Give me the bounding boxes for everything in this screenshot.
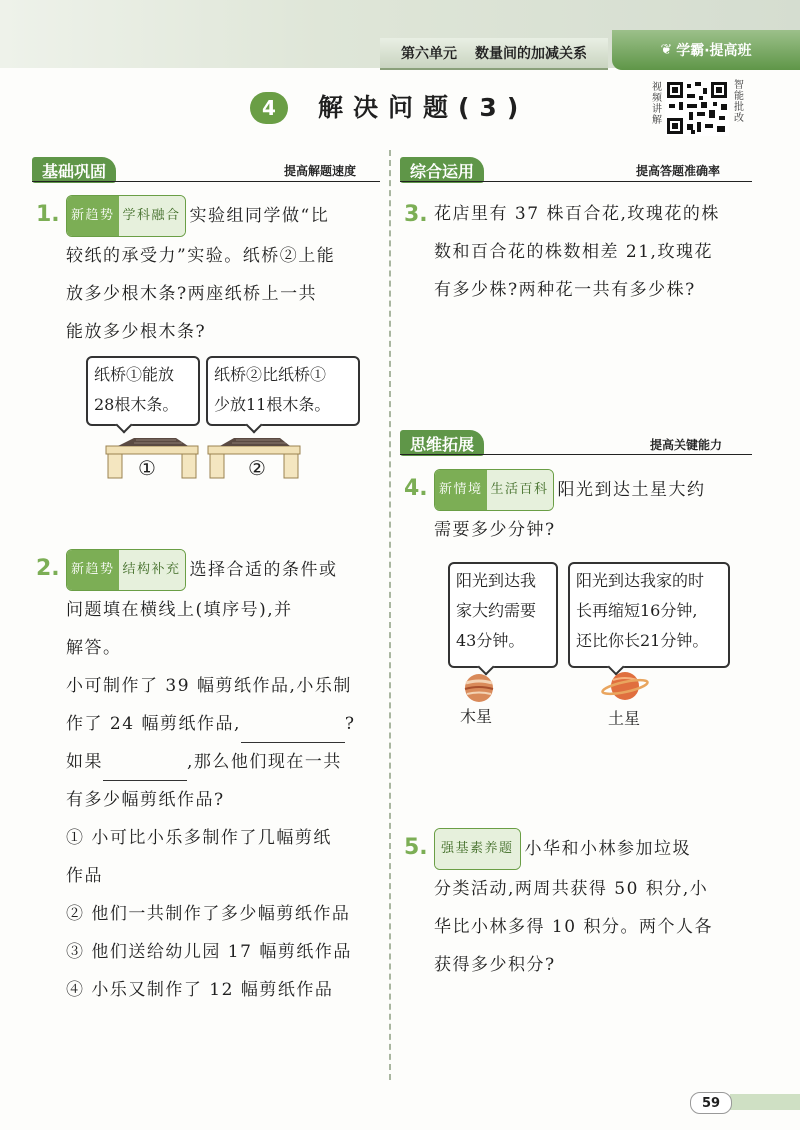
q2-option-2: ② 他们一共制作了多少幅剪纸作品 [66, 904, 351, 924]
jupiter-icon [462, 672, 496, 704]
q2-badge-a: 新趋势 [67, 550, 119, 590]
q1-bubble-1-line-2: 28根木条。 [94, 395, 179, 414]
q4-bubble-1 [448, 562, 558, 668]
brand-label: 学霸·提高班 [676, 43, 752, 59]
qr-code-icon [665, 80, 729, 136]
q2-option-1-cont: 作品 [66, 866, 103, 886]
q2-text [66, 549, 386, 1009]
q1-line-2: 较纸的承受力”实验。纸桥②上能 [66, 246, 336, 266]
bridge-2-label: ② [248, 456, 266, 480]
q1-bubble-1-line-1: 纸桥①能放 [94, 365, 175, 384]
q1-badge-a: 新趋势 [67, 196, 119, 236]
q4-bubble-1-line-3: 43分钟。 [456, 631, 525, 650]
q2-option-3: ③ 他们送给幼儿园 17 幅剪纸作品 [66, 942, 352, 962]
q2-stem-4: 有多少幅剪纸作品? [66, 790, 225, 810]
q2-blank-question[interactable] [241, 718, 345, 743]
qr-left-caption: 视频讲解 [652, 82, 662, 126]
q2-line-2: 问题填在横线上(填序号),并 [66, 600, 293, 620]
saturn-icon [600, 668, 650, 704]
q1-bubble-1 [86, 356, 200, 426]
q4-text [434, 469, 764, 549]
q4-line-1-text: 阳光到达土星大约 [557, 480, 706, 500]
q1-bubble-2-line-2: 少放11根木条。 [214, 395, 331, 414]
q5-line-1-text: 小华和小林参加垃圾 [524, 839, 692, 859]
q2-stem-2b: ? [344, 714, 356, 734]
q2-stem-3 [66, 743, 386, 781]
q5-line-2: 分类活动,两周共获得 50 积分,小 [434, 879, 709, 899]
q2-option-1: ① 小可比小乐多制作了几幅剪纸 [66, 828, 332, 848]
lesson-number-badge: 4 [250, 92, 288, 124]
q4-bubble-2-line-1: 阳光到达我家的时 [576, 571, 705, 590]
q4-line-1 [434, 469, 764, 511]
q2-stem-3a: 如果 [66, 752, 103, 772]
q2-number: 2. [36, 556, 60, 581]
unit-header [380, 38, 608, 70]
q1-text [66, 195, 386, 351]
q2-stem-2a: 作了 24 幅剪纸作品, [66, 714, 241, 734]
section-comprehensive-rule [400, 181, 752, 182]
q2-badge-b: 结构补充 [119, 550, 185, 590]
saturn-label: 土星 [608, 709, 641, 728]
q2-line-1 [66, 549, 386, 591]
section-basic-rule [32, 181, 380, 182]
q3-line-3: 有多少株?两种花一共有多少株? [434, 280, 696, 300]
section-thinking-label: 思维拓展 [400, 430, 484, 456]
paper-bridges-illustration [104, 432, 304, 482]
section-basic-subtitle: 提高解题速度 [284, 164, 357, 178]
q1-badge [66, 195, 186, 237]
qr-code[interactable] [665, 80, 729, 136]
q3-line-1: 花店里有 37 株百合花,玫瑰花的株 [434, 204, 720, 224]
section-comprehensive-label: 综合运用 [400, 157, 484, 183]
q1-line-1-text: 实验组同学做“比 [189, 206, 330, 226]
q4-bubble-2-line-3: 还比你长21分钟。 [576, 631, 709, 650]
qr-right-caption: 智能批改 [734, 80, 744, 124]
q2-badge [66, 549, 186, 591]
q4-bubble-1-line-1: 阳光到达我 [456, 571, 537, 590]
q2-stem-1: 小可制作了 39 幅剪纸作品,小乐制 [66, 676, 352, 696]
page-number: 59 [690, 1092, 732, 1114]
q3-line-2: 数和百合花的株数相差 21,玫瑰花 [434, 242, 713, 262]
q4-bubble-1-line-2: 家大约需要 [456, 601, 537, 620]
q4-bubble-2 [568, 562, 730, 668]
q5-badge-text: 强基素养题 [435, 829, 520, 869]
q5-line-4: 获得多少积分? [434, 955, 556, 975]
brand-header [612, 30, 800, 70]
q4-number: 4. [404, 476, 428, 501]
q1-line-4: 能放多少根木条? [66, 322, 207, 342]
leaf-icon: ❦ [660, 42, 673, 58]
q2-line-1-text: 选择合适的条件或 [189, 560, 338, 580]
q2-stem-2 [66, 705, 386, 743]
q5-line-1 [434, 828, 764, 870]
section-comprehensive-subtitle: 提高答题准确率 [636, 164, 721, 178]
q2-line-3: 解答。 [66, 638, 122, 658]
q2-stem-3b: ,那么他们现在一共 [187, 752, 342, 772]
q2-blank-condition[interactable] [103, 756, 187, 781]
q4-bubble-2-line-2: 长再缩短16分钟, [576, 601, 698, 620]
q1-bubble-2 [206, 356, 360, 426]
section-thinking-subtitle: 提高关键能力 [650, 438, 723, 452]
q5-badge [434, 828, 521, 870]
q1-badge-b: 学科融合 [119, 196, 185, 236]
q1-line-3: 放多少根木条?两座纸桥上一共 [66, 284, 318, 304]
q1-bubble-2-line-1: 纸桥②比纸桥① [214, 365, 327, 384]
q5-number: 5. [404, 835, 428, 860]
section-thinking-rule [400, 454, 752, 455]
q1-line-1 [66, 195, 386, 237]
q3-text [434, 195, 764, 309]
unit-topic: 数量间的加减关系 [475, 46, 587, 62]
q4-badge [434, 469, 554, 511]
q5-text [434, 828, 764, 984]
q4-line-2: 需要多少分钟? [434, 520, 556, 540]
jupiter-label: 木星 [460, 707, 493, 726]
column-divider [389, 150, 391, 1080]
bridge-1-label: ① [138, 456, 156, 480]
unit-label: 第六单元 [401, 46, 457, 62]
q1-number: 1. [36, 202, 60, 227]
q2-option-4: ④ 小乐又制作了 12 幅剪纸作品 [66, 980, 334, 1000]
footer-band [730, 1094, 800, 1110]
q4-badge-a: 新情境 [435, 470, 487, 510]
q4-badge-b: 生活百科 [487, 470, 553, 510]
q5-line-3: 华比小林多得 10 积分。两个人各 [434, 917, 713, 937]
section-basic-label: 基础巩固 [32, 157, 116, 183]
page-title: 解决问题(3) [318, 93, 529, 122]
q3-number: 3. [404, 202, 428, 227]
